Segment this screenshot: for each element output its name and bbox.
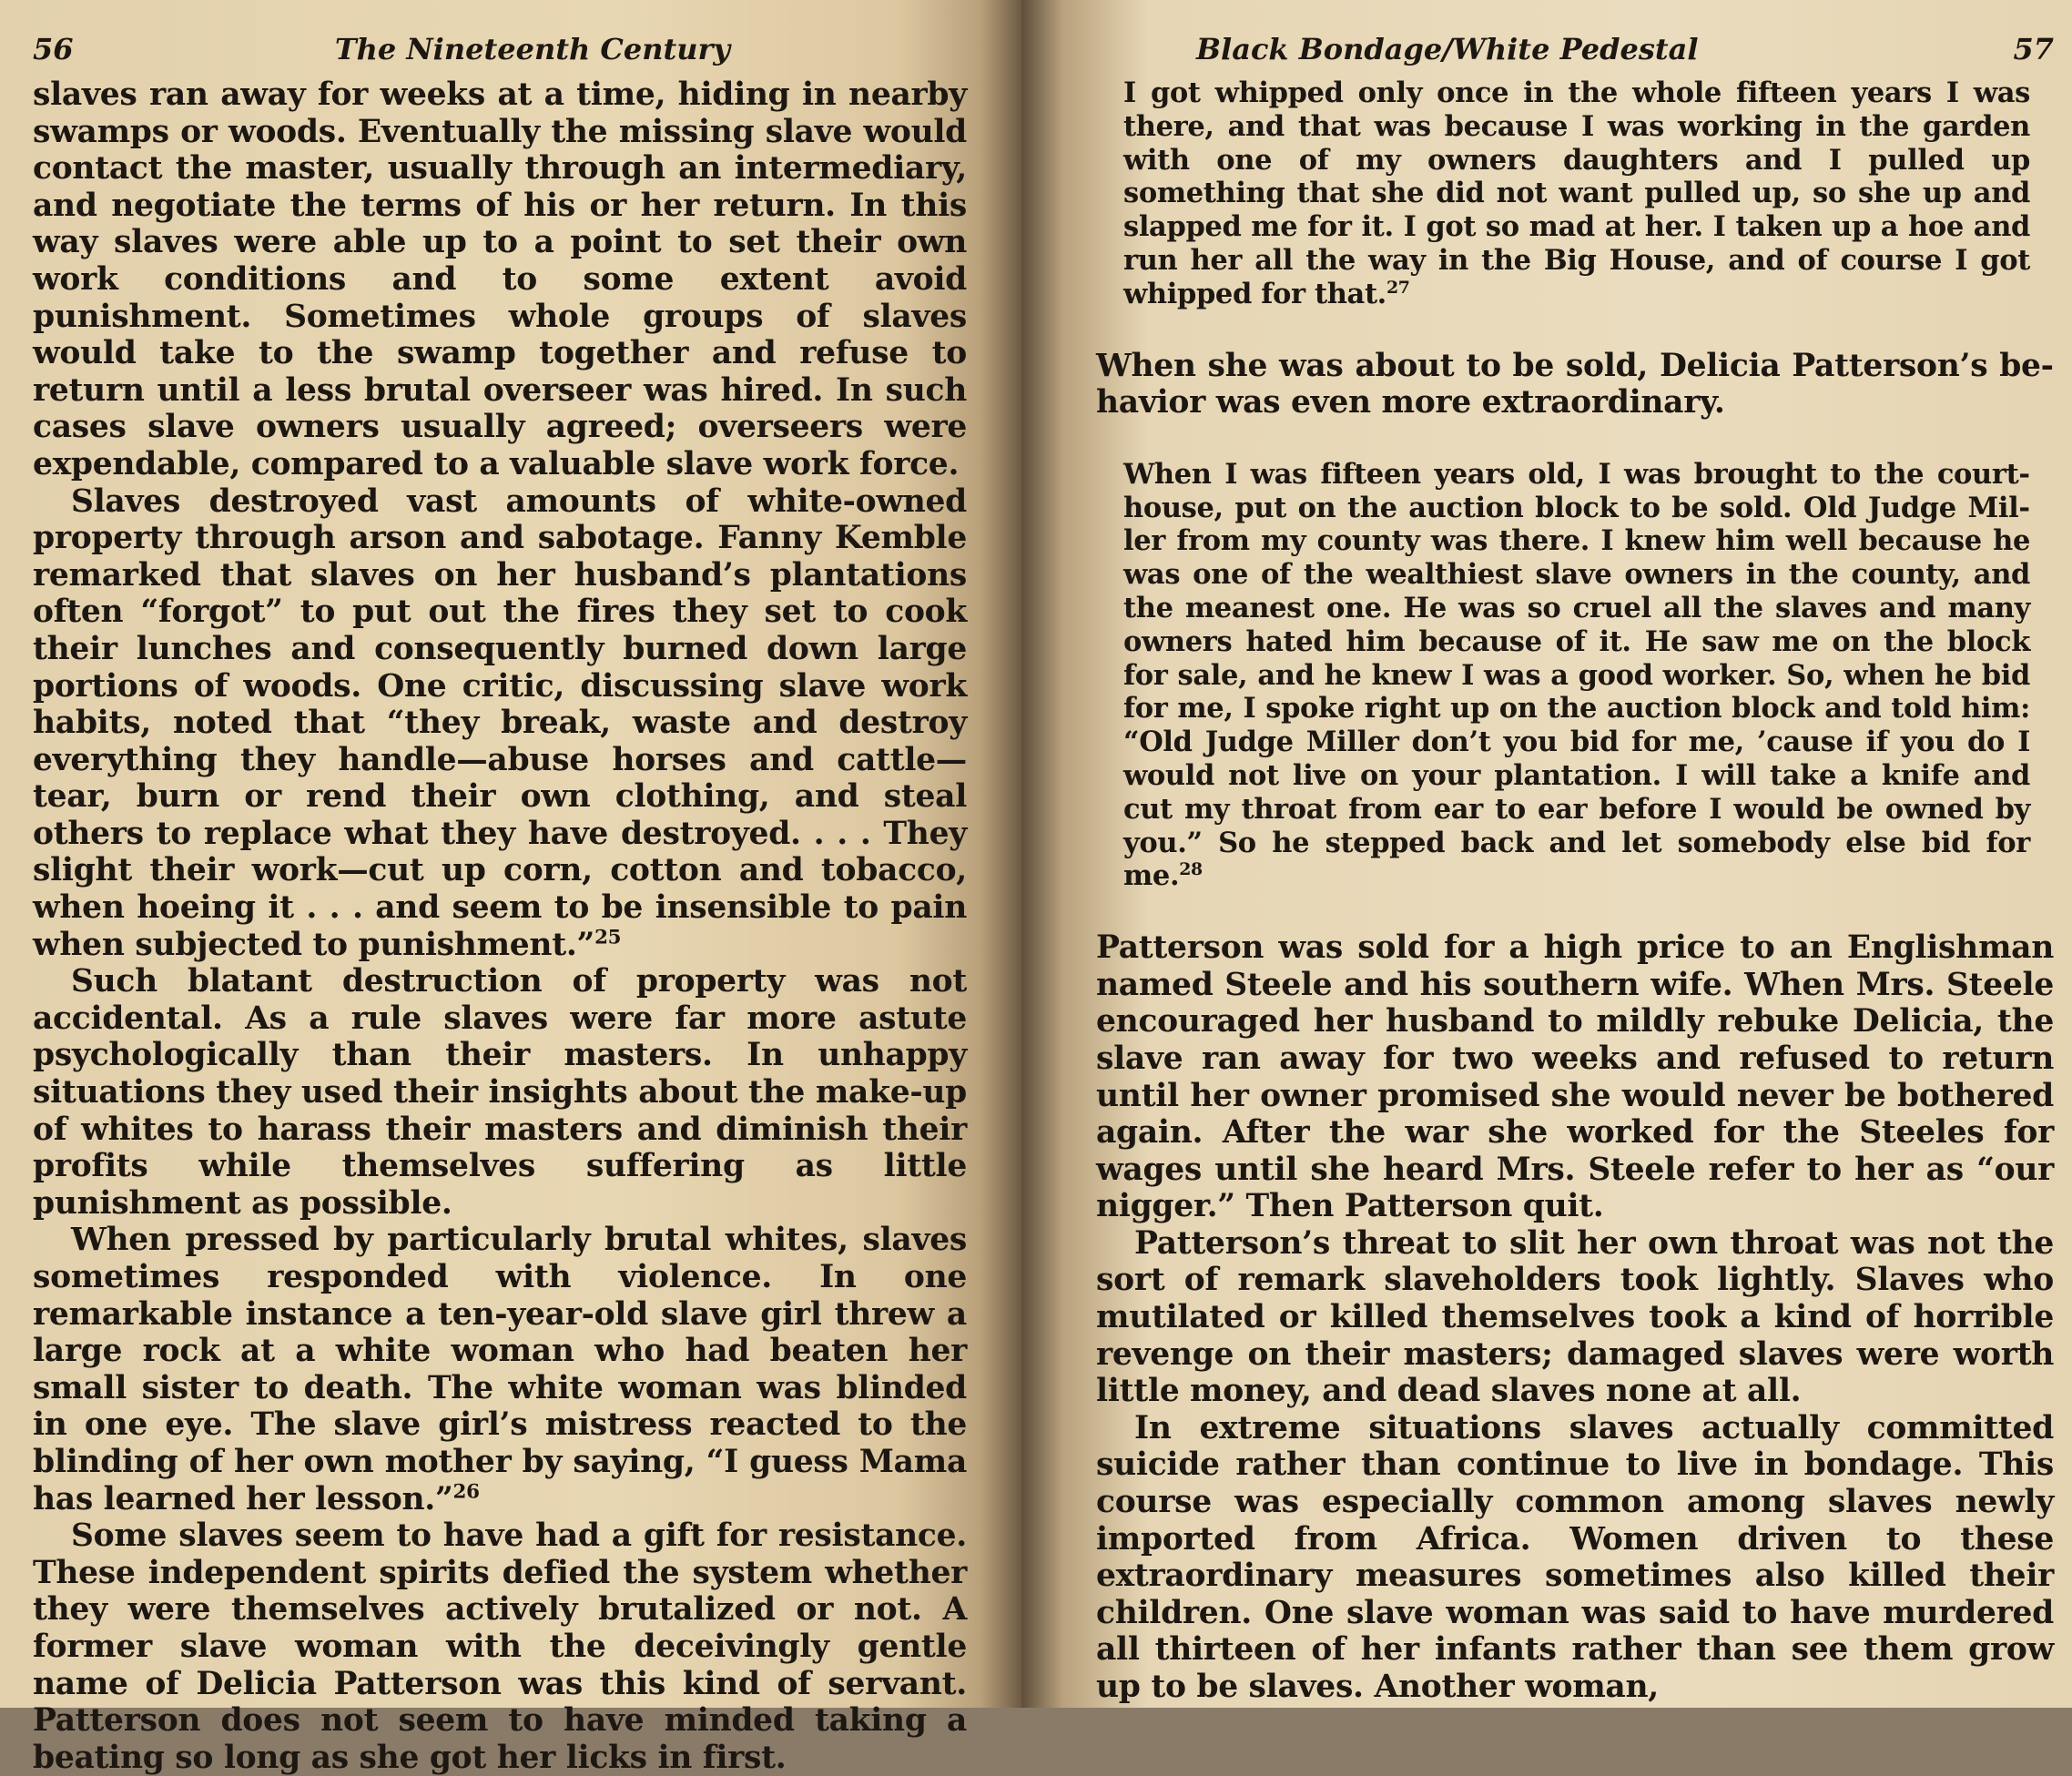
left-paragraph-4: When pressed by particularly brutal whites, slaves sometimes responded with violence. In one remarkable instance a ten-year-old slave girl threw a large rock at a white woman who had beaten her small sister to death. The white woman was blinded in one eye. The slave girl’s mistress reacted to the blinding of her own mother by saying, “I guess Mama has learned her lesson.”$^{26}$ bbox=[33, 1222, 967, 1517]
left-page bbox=[0, 0, 1021, 1776]
right-intro-paragraph: When she was about to be sold, Delicia Patterson’s behavior was even more extraordinary. bbox=[1096, 347, 2054, 421]
left-paragraph-2: Slaves destroyed vast amounts of white-owned property through arson and sabotage. Fanny Kemble remarked that slaves on her husband’s plantations often “forgot” to put out the fires they set to cook their lunches and consequently burned down large portions of woods. One critic, discussing slave work habits, noted that “they break, waste and destroy everything they handle—abuse horses and cattle—tear, burn or rend their own clothing, and steal others to replace what they have destroyed. . . . They slight their work—cut up corn, cotton and tobacco, when hoeing it . . . and seem to be insensible to pain when subjected to punishment.”$^{25}$ bbox=[33, 482, 967, 963]
footnote-ref-27: 27 bbox=[1386, 277, 1410, 298]
footnote-ref-26: 26 bbox=[452, 1480, 480, 1504]
left-paragraph-3: Such blatant destruction of property was not accidental. As a rule slaves were far more astute psychologically than their masters. In unhappy situations they used their insights about the make-up of whites to harass their masters and diminish their profits while themselves suffering as little punishment as possible. bbox=[33, 963, 967, 1222]
left-page-number: 56 bbox=[33, 32, 74, 66]
left-running-title: The Nineteenth Century bbox=[334, 32, 730, 66]
right-page bbox=[1021, 0, 2072, 1708]
right-running-title: Black Bondage/White Pedestal bbox=[1196, 32, 1699, 66]
footnote-ref-28: 28 bbox=[1179, 859, 1203, 880]
block-quote-2: When I was fifteen years old, I was brought to the courthouse, put on the auction block to be sold. Old Judge Miller from my county was there. I knew him well because he was one of the wealthiest slave owners in the county, and the meanest one. He was so cruel all the slaves and many owners hated him because of it. He saw me on the block for sale, and he knew I was a good worker. So, when he bid for me, I spoke right up on the auction block and told him: “Old Judge Miller don’t you bid for me, ’cause if you do I would not live on your plantation. I will take a knife and cut my throat from ear to ear before I would be owned by you.” So he stepped back and let somebody else bid for me.$^{28}$ bbox=[1123, 457, 2030, 893]
right-paragraph-3: In extreme situations slaves actually committed suicide rather than continue to live in bondage. This course was especially common among slaves newly imported from Africa. Women driven to these extraordinary measures sometimes also killed their children. One slave woman was said to have murdered all thirteen of her infants rather than see them grow up to be slaves. Another woman, bbox=[1096, 1409, 2054, 1705]
left-paragraph-5: Some slaves seem to have had a gift for resistance. These independent spirits defied the system whether they were themselves actively brutalized or not. A former slave woman with the deceivingly gentle name of Delicia Patterson was this kind of servant. Patterson does not seem to have minded taking a beating so long as she got her licks in first. bbox=[33, 1517, 967, 1776]
left-running-head bbox=[33, 29, 967, 76]
right-paragraph-1: Patterson was sold for a high price to an Englishman named Steele and his southern wife. When Mrs. Steele encouraged her husband to mildly rebuke Delicia, the slave ran away for two weeks and refused to return until her owner promised she would never be bothered again. After the war she worked for the Steeles for wages until she heard Mrs. Steele refer to her as “our nigger.” Then Patterson quit. bbox=[1096, 929, 2054, 1225]
footnote-ref-25: 25 bbox=[594, 926, 622, 949]
right-paragraph-2: Patterson’s threat to slit her own throat was not the sort of remark slaveholders took lightly. Slaves who mutilated or killed themselves took a kind of horrible revenge on their masters; damaged slaves were worth little money, and dead slaves none at all. bbox=[1096, 1224, 2054, 1410]
block-quote-1: I got whipped only once in the whole fifteen years I was there, and that was because I was working in the garden with one of my owners daughters and I pulled up something that she did not want pulled up, so she up and slapped me for it. I got so mad at her. I taken up a hoe and run her all the way in the Big House, and of course I got whipped for that.$^{27}$ bbox=[1123, 76, 2030, 310]
left-paragraph-1: slaves ran away for weeks at a time, hiding in nearby swamps or woods. Eventually the missing slave would contact the master, usually through an intermediary, and negotiate the terms of his or her return. In this way slaves were able up to a point to set their own work conditions and to some extent avoid punishment. Sometimes whole groups of slaves would take to the swamp together and refuse to return until a less brutal overseer was hired. In such cases slave owners usually agreed; overseers were expendable, compared to a valuable slave work force. bbox=[33, 76, 967, 482]
right-running-head bbox=[1096, 29, 2054, 76]
right-page-number: 57 bbox=[2013, 32, 2054, 66]
